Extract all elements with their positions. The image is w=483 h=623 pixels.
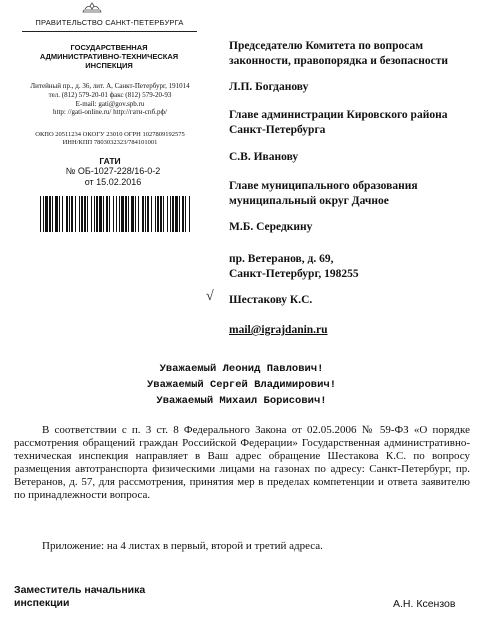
addressee-2-name: С.В. Иванову <box>229 151 299 163</box>
barcode-bar <box>84 196 86 232</box>
email-line: E-mail: gati@gov.spb.ru <box>75 99 145 108</box>
header-divider <box>22 31 197 32</box>
barcode-bar <box>163 196 164 232</box>
address-line: Санкт-Петербург, 198255 <box>229 268 359 280</box>
barcode-bar <box>81 196 83 232</box>
addressee-2-position <box>229 108 447 138</box>
barcode-bar <box>116 196 117 232</box>
addressee-line: муниципальный округ Дачное <box>229 195 389 207</box>
barcode-bar <box>106 196 108 232</box>
barcode-bar <box>179 196 180 232</box>
outgoing-date: от 15.02.2016 <box>84 177 142 187</box>
signatory-title-line: инспекции <box>14 597 70 609</box>
barcode-bar <box>79 196 80 232</box>
registration-codes <box>20 131 200 147</box>
barcode-bar <box>91 196 92 232</box>
barcode-bar <box>145 196 146 232</box>
barcode-bar <box>103 196 104 232</box>
barcode-bar <box>40 196 41 232</box>
stamp-title: ГАТИ <box>99 156 121 166</box>
barcode-bar <box>189 196 190 232</box>
sender-address <box>20 82 200 117</box>
barcode-bar <box>135 196 136 232</box>
addressee-line: Главе муниципального образования <box>229 180 418 192</box>
addressee-3-position <box>229 179 418 209</box>
barcode-bar <box>96 196 98 232</box>
barcode-bar <box>119 196 120 232</box>
barcode-bar <box>175 196 178 232</box>
org-line: АДМИНИСТРАТИВНО-ТЕХНИЧЕСКАЯ <box>39 52 179 61</box>
addressee-1-position <box>229 39 448 69</box>
addressee-4-email-link[interactable]: mail@igrajdanin.ru <box>229 324 328 336</box>
addressee-1-name: Л.П. Богданову <box>229 81 309 93</box>
signatory-name: А.Н. Ксензов <box>393 598 456 610</box>
addressee-line: Санкт-Петербурга <box>229 124 326 136</box>
checkmark-icon: √ <box>206 289 214 304</box>
outgoing-number: № ОБ-1027-228/16-0-2 <box>65 166 161 176</box>
barcode-bar <box>172 196 174 232</box>
barcode-bar <box>62 196 63 232</box>
barcode-bar <box>49 196 51 232</box>
address-line: Литейный пр., д. 36, лит. А, Санкт-Петербург, 191014 <box>30 82 190 90</box>
barcode-bar <box>55 196 58 232</box>
barcode-bar <box>185 196 186 232</box>
addressee-line: Главе администрации Кировского района <box>229 109 448 121</box>
barcode-bar <box>43 196 44 232</box>
barcode-bar <box>147 196 149 232</box>
barcode-bar <box>109 196 110 232</box>
letter-body: В соответствии с п. 3 ст. 8 Федерального Закона от 02.05.2006 № 59-ФЗ «О порядке рассмотрения обращений граждан Российской Федерации» Государственная административно-техническая инспекция направляет в Ваш адрес обращение Шестакова К.С. по вопросу размещения автотранспорта физическими лицами на газонах по адресу: Санкт-Петербург, пр. Ветеранов, д. 57, для рассмотрения, принятия мер в пределах компетенции и ответа заявителю по принадлежности вопроса. <box>14 424 470 501</box>
barcode-bar <box>69 196 70 232</box>
greeting-line: Уважаемый Леонид Павлович! <box>159 363 324 375</box>
signatory-title-line: Заместитель начальника <box>14 584 146 596</box>
addressee-3-name: М.Б. Середкину <box>229 221 313 233</box>
signatory-title <box>14 584 145 610</box>
website-line: http: //gati-online.ru/ http://гати-спб.рф/ <box>53 108 167 117</box>
barcode-bar <box>45 196 48 232</box>
barcode <box>40 196 192 232</box>
barcode-bar <box>59 196 60 232</box>
coat-of-arms-emblem <box>81 2 103 14</box>
barcode-bar <box>128 196 129 232</box>
barcode-bar <box>71 196 73 232</box>
phone-line: тел. (812) 579-20-01 факс (812) 579-20-93 <box>48 90 172 99</box>
addressee-line: Председателю Комитета по вопросам <box>229 40 424 52</box>
government-name: ПРАВИТЕЛЬСТВО САНКТ-ПЕТЕРБУРГА <box>35 18 184 27</box>
barcode-bar <box>142 196 144 232</box>
barcode-bar <box>94 196 95 232</box>
org-line: ИНСПЕКЦИЯ <box>85 61 133 70</box>
barcode-bar <box>155 196 156 232</box>
barcode-bar <box>160 196 162 232</box>
barcode-bar <box>125 196 127 232</box>
barcode-bar <box>157 196 159 232</box>
barcode-bar <box>170 196 171 232</box>
barcode-bar <box>151 196 152 232</box>
attachment-note: Приложение: на 4 листах в первый, второй и третий адреса. <box>42 540 323 552</box>
greeting-line: Уважаемый Сергей Владимирович! <box>146 379 337 391</box>
codes-line: ОКПО 20511234 ОКОГУ 23010 ОГРН 1027809192575 <box>35 131 185 138</box>
barcode-bar <box>87 196 88 232</box>
barcode-bar <box>131 196 134 232</box>
barcode-bar <box>52 196 53 232</box>
organization-name <box>24 43 194 70</box>
barcode-bar <box>167 196 168 232</box>
barcode-bar <box>99 196 102 232</box>
barcode-bar <box>182 196 184 232</box>
addressee-line: законности, правопорядка и безопасности <box>229 55 449 67</box>
barcode-bar <box>66 196 68 232</box>
barcode-bar <box>138 196 139 232</box>
address-line: пр. Ветеранов, д. 69, <box>229 253 334 265</box>
barcode-bar <box>75 196 76 232</box>
barcode-bar <box>121 196 124 232</box>
addressee-4-name: Шестакову К.С. <box>229 294 313 306</box>
addressee-4-address <box>229 252 359 282</box>
org-line: ГОСУДАРСТВЕННАЯ <box>70 43 148 52</box>
barcode-bar <box>113 196 114 232</box>
codes-line: ИНН/КПП 7803032323/784101001 <box>62 139 158 146</box>
greeting-line: Уважаемый Михаил Борисович! <box>156 395 327 407</box>
